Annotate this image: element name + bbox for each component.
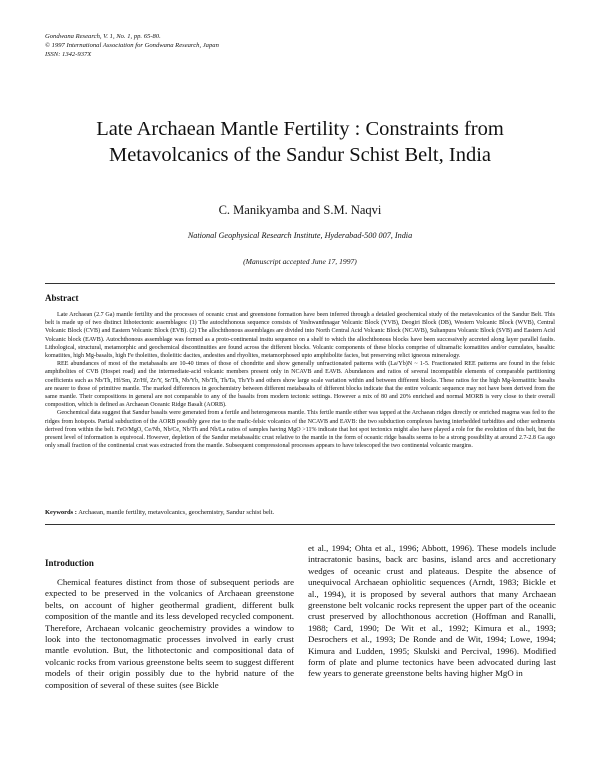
title-line: Late Archaean Mantle Fertility : Constraints from [96, 118, 504, 140]
abstract-paragraph: Late Archaean (2.7 Ga) mantle fertility and the processes of oceanic crust and greenstone formation have been inferred through a detailed geochemical study of the metavolcanics of the Sandur Belt. This belt is made up of two distinct lithotectonic assemblages: (1) The autochthonous sequence consists of Yeshwanthnagar Volcanic Block (YVB), Deogiri Block (DB), Western Volcanic Block (WVB), Central Volcanic Block (CVB) and Eastern Volcanic Block (EVB). (2) The allochthonous assemblages are divided into North Central Acid Volcanic Block (NCAVB), Sultanpura Volcanic Block (SVB) and Eastern Acid Volcanic block (EAVB). Autochthonous assemblage was formed as a proto-continental insitu sequence on a shelf to which the allochthonous blocks have been successively accreted along layer parallel faults. Lithological, structural, metamorphic and geochemical discontinuities are found across the different blocks. Volcanic components of these blocks comprise of ultramafic komatiites and/or cumulates, basaltic komatiites, high Mg-basalts, high Fe tholeiites, tholeiitic dacites, andesites and rhyolites, metamorphosed upto amphibolite facies, but preserving relict igneous mineralogy. [45, 312, 555, 360]
title-line: Metavolcanics of the Sandur Schist Belt, India [108, 144, 491, 166]
abstract-body [45, 311, 555, 450]
keywords [45, 509, 555, 516]
journal-header-line: © 1997 International Association for Gondwana Research, Japan [45, 42, 219, 49]
authors: C. Manikyamba and S.M. Naqvi [218, 203, 382, 217]
abstract-heading: Abstract [45, 293, 79, 303]
journal-header [45, 32, 219, 59]
intro-paragraph: et al., 1994; Ohta et al., 1996; Abbott, 1996). These models include intracratonic basins, back arc basins, island arcs and accretionary wedges of oceanic crust and plateaus. Despite the absence of unequivocal Archaean ophiolitic sequences (Arndt, 1983; Bickle et al., 1994), it is proposed by several authors that many Archaean greenstone belt volcanic rocks represent the upper part of the oceanic crust preserved by allochthonous accretion (Hoffman and Ranalli, 1988; Card, 1990; De Wit et al., 1992; Kimura et al., 1993; Desrochers et al., 1993; De Ronde and de Wit, 1994; Lowe, 1994; Kimura and Ludden, 1995; Skulski and Percival, 1996). Modified form of plate and plume tectonics have been advocated during last few years to generate greenstone belts having higher MgO in [308, 543, 556, 679]
divider [45, 283, 555, 284]
keywords-label: Keywords : [45, 509, 77, 516]
abstract-paragraph: Geochemical data suggest that Sandur basalts were generated from a fertile and heterogeneous mantle. This fertile mantle either was tapped at the Archaean ridges directly or enriched magma was fed to the ridges from hotspots. Partial subduction of the AORB possibly gave rise to the mafic-felsic volcanics of the NCAVB and EAVB: the two subduction complexes having interbedded turbidites and other sediments derived from within the belt. FeO/MgO, Ce/Nb, Nb/Ce, Nb/Th and Nb/La ratios of samples having MgO >11% indicate that hot spot tectonics might also have played a role for the evolution of this belt, but the present level of information is equivocal. However, depletion of the Sandur metabasaltic crust relative to the mantle in the form of oceanic ridge basalts seems to be a strong possibility at around 2.7-2.8 Ga ago only small fraction of the continental crust was extracted from the mantle. Subsequent compressional processes appears to have telescoped the two continental volcanic margins. [45, 410, 555, 450]
introduction-heading: Introduction [45, 558, 94, 568]
journal-header-line: ISSN: 1342-937X [45, 51, 92, 58]
intro-paragraph: Chemical features distinct from those of subsequent periods are expected to be preserved in the volcanics of Archaean greenstone belts, on account of higher geothermal gradient, different bulk composition of the mantle and its less developed recycled component. Therefore, Archaean volcanic geochemistry provides a window to look into the tectonomagmatic processes involved in early crust mantle evolution. But, the lithotectonic and compositional data of volcanic rocks from various greenstone belts seem to suggest different models of their origin possibly due to the hybrid nature of the composition of several of these suites (see Bickle [45, 577, 294, 690]
divider [45, 524, 555, 525]
intro-left-column [45, 577, 294, 691]
accepted-date: (Manuscript accepted June 17, 1997) [243, 257, 357, 266]
paper-title [40, 116, 560, 168]
affiliation: National Geophysical Research Institute, Hyderabad-500 007, India [187, 231, 413, 240]
journal-header-line: Gondwana Research, V. 1, No. 1, pp. 65-80. [45, 33, 161, 40]
abstract-paragraph: REE abundances of most of the metabasalts are 10-40 times of those of chondrite and show generally unfractionated patterns with (La/Yb)N ~ 1-5. Fractionated REE patterns are found in the felsic amphibolites of CVB (Hospet road) and the intermediate-acid volcanic members present only in NCAVB and EAVB. Abundances and ratios of several incompatible elements of comparable partitioning coefficients such as Nb/Th, Hf/Sm, Zr/Hf, Zr/Y, Sr/Th, Nb/Yb, Nb/Th, Th/Ta, Th/Yb and others show large scale variation within and between different blocks. These ratios for the high Mg-komatiitic basalts are nearer to those of primitive mantle. The marked differences in geochemistry between different metabasalts of different blocks indicate that the entire volcanic sequence may not have been derived from the same mantle. Their compositions in general are not comparable to any of the basalts from modern tectonic settings. However a mix of 80 and 20% enriched and normal MORB is very close to their overall composition, which is defined as Archaean Oceanic Ridge Basalt (AORB). [45, 361, 555, 409]
intro-right-column [308, 543, 556, 680]
keywords-text: Archaean, mantle fertility, metavolcanics, geochemistry, Sandur schist belt. [78, 509, 275, 516]
